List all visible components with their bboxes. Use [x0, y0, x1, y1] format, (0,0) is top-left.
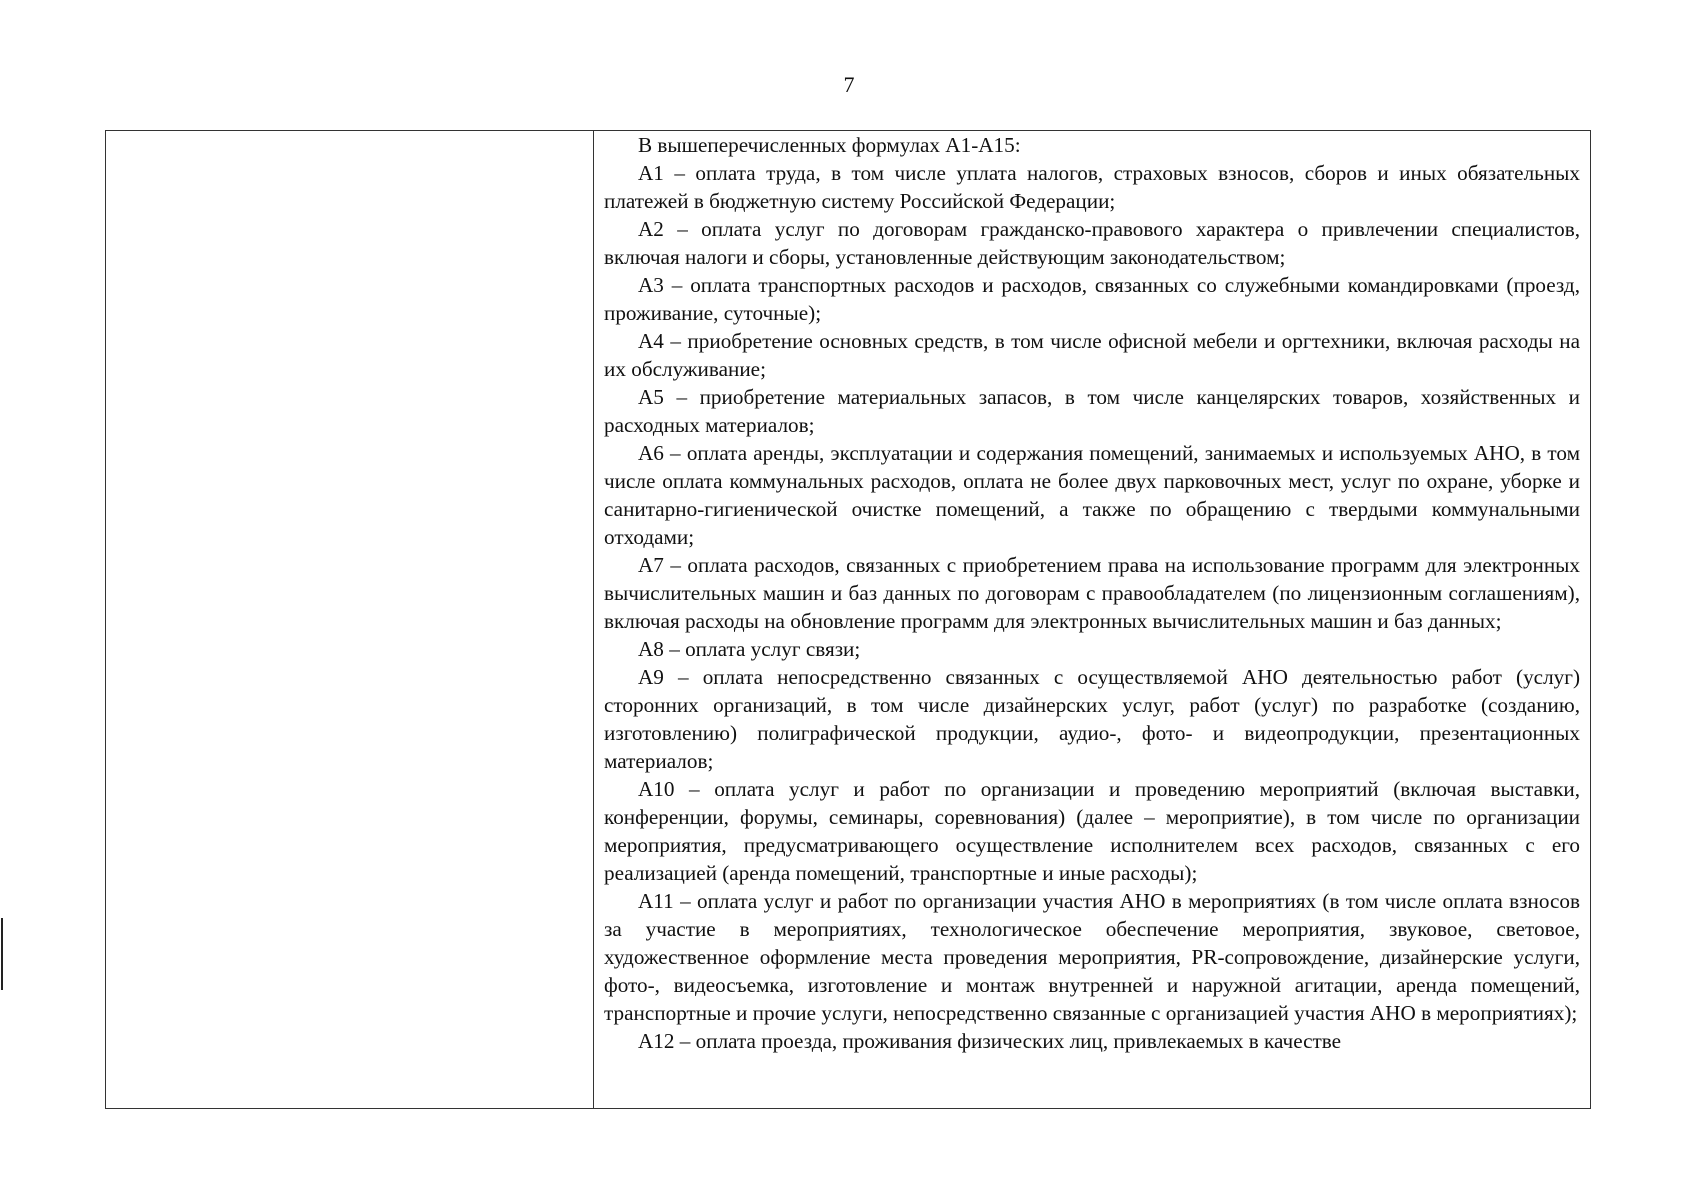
paragraph-a5: А5 – приобретение материальных запасов, в том числе канцелярских товаров, хозяйственных и расходных материалов;	[604, 385, 1580, 437]
paragraph-a9: А9 – оплата непосредственно связанных с осуществляемой АНО деятельностью работ (услуг) сторонних организаций, в том числе дизайнерских услуг, работ (услуг) по разработке (созданию, изготовлению) полиграфической продукции, аудио-, фото- и видеопродукции, презентационных материалов;	[604, 665, 1580, 773]
paragraph-a7: А7 – оплата расходов, связанных с приобретением права на использование программ для электронных вычислительных машин и баз данных по договорам с правообладателем (по лицензионным соглашениям), включая расходы на обновление программ для электронных вычислительных машин и баз данных;	[604, 553, 1580, 633]
paragraph-a3: А3 – оплата транспортных расходов и расходов, связанных со служебными командировками (проезд, проживание, суточные);	[604, 273, 1580, 325]
paragraph-a1: А1 – оплата труда, в том числе уплата налогов, страховых взносов, сборов и иных обязательных платежей в бюджетную систему Российской Федерации;	[604, 161, 1580, 213]
paragraph-a12: А12 – оплата проезда, проживания физических лиц, привлекаемых в качестве	[638, 1029, 1342, 1053]
formula-legend-intro: В вышеперечисленных формулах А1-А15:	[638, 133, 1021, 157]
table-left-cell	[106, 131, 594, 1108]
paragraph-a10: А10 – оплата услуг и работ по организации и проведению мероприятий (включая выставки, конференции, форумы, семинары, соревнования) (далее – мероприятие), в том числе по организации мероприятия, предусматривающего осуществление исполнителем всех расходов, связанных с его реализацией (аренда помещений, транспортные и иные расходы);	[604, 777, 1580, 885]
paragraph-a6: А6 – оплата аренды, эксплуатации и содержания помещений, занимаемых и используемых АНО, в том числе оплата коммунальных расходов, оплата не более двух парковочных мест, услуг по охране, уборке и санитарно-гигиенической очистке помещений, а также по обращению с твердыми коммунальными отходами;	[604, 441, 1580, 549]
table-right-cell	[594, 131, 1590, 1108]
page-number: 7	[843, 72, 855, 97]
paragraph-a8: А8 – оплата услуг связи;	[638, 637, 861, 661]
document-table	[105, 130, 1591, 1109]
scan-edge-mark	[1, 918, 3, 990]
paragraph-a2: А2 – оплата услуг по договорам гражданско-правового характера о привлечении специалистов, включая налоги и сборы, установленные действующим законодательством;	[604, 217, 1580, 269]
paragraph-a4: А4 – приобретение основных средств, в том числе офисной мебели и оргтехники, включая расходы на их обслуживание;	[604, 329, 1580, 381]
paragraph-a11: А11 – оплата услуг и работ по организации участия АНО в мероприятиях (в том числе оплата взносов за участие в мероприятиях, технологическое обеспечение мероприятия, звуковое, световое, художественное оформление места проведения мероприятия, PR-сопровождение, дизайнерские услуги, фото-, видеосъемка, изготовление и монтаж внутренней и наружной агитации, аренда помещений, транспортные и прочие услуги, непосредственно связанные с организацией участия АНО в мероприятиях);	[604, 889, 1580, 1025]
